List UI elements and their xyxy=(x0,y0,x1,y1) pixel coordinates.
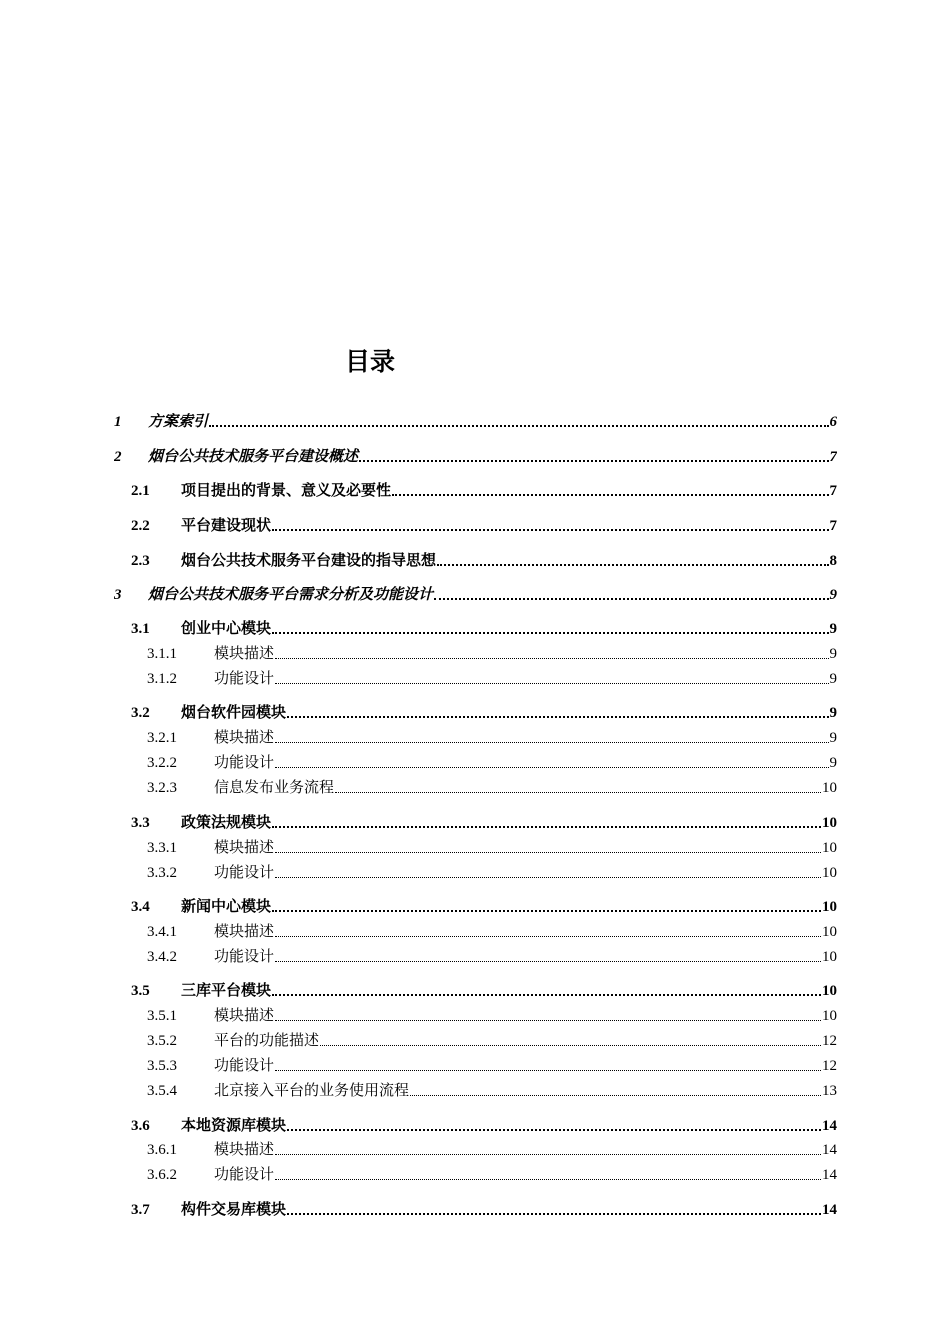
toc-entry-page-number: 10 xyxy=(822,840,837,856)
toc-dot-leader xyxy=(287,1129,821,1131)
toc-entry-title: 模块描述 xyxy=(214,730,275,746)
toc-dot-leader xyxy=(209,425,828,427)
toc-entry-page-number: 6 xyxy=(829,414,837,430)
toc-entry-title: 模块描述 xyxy=(214,924,275,940)
toc-entry-title: 方案索引 xyxy=(148,414,209,430)
toc-dot-leader xyxy=(437,564,828,566)
toc-entry[interactable] xyxy=(147,1004,837,1025)
toc-entry-number: 3.3.2 xyxy=(147,865,177,881)
toc-entry-number: 3.5.2 xyxy=(147,1033,177,1049)
toc-entry-title: 北京接入平台的业务使用流程 xyxy=(214,1083,410,1099)
toc-entry-number: 3.6.2 xyxy=(147,1167,177,1183)
toc-dot-leader xyxy=(275,852,821,853)
toc-entry-page-number: 10 xyxy=(822,983,837,999)
toc-entry-number: 3.2.1 xyxy=(147,730,177,746)
toc-entry-page-number: 7 xyxy=(829,518,837,534)
toc-entry-page-number: 12 xyxy=(822,1058,837,1074)
toc-entry[interactable] xyxy=(114,410,837,431)
toc-entry-number: 3.1.1 xyxy=(147,646,177,662)
toc-dot-leader xyxy=(275,658,828,659)
toc-entry-page-number: 12 xyxy=(822,1033,837,1049)
toc-entry[interactable] xyxy=(131,479,837,500)
toc-dot-leader xyxy=(275,1179,821,1180)
toc-entry-page-number: 14 xyxy=(822,1118,837,1134)
toc-entry-number: 3.4 xyxy=(131,899,150,915)
toc-entry-title: 平台的功能描述 xyxy=(214,1033,320,1049)
toc-entry[interactable] xyxy=(114,445,837,466)
toc-entry-number: 3.1 xyxy=(131,621,150,637)
toc-dot-leader xyxy=(410,1095,821,1096)
toc-entry-number: 3.1.2 xyxy=(147,671,177,687)
toc-dot-leader xyxy=(359,460,828,462)
toc-entry-number: 3 xyxy=(114,587,122,603)
toc-entry-number: 3.7 xyxy=(131,1202,150,1218)
toc-entry[interactable] xyxy=(147,1029,837,1050)
toc-entry[interactable] xyxy=(147,1079,837,1100)
toc-entry[interactable] xyxy=(131,549,837,570)
toc-entry-page-number: 7 xyxy=(829,483,837,499)
toc-entry[interactable] xyxy=(131,895,837,916)
toc-entry-title: 功能设计 xyxy=(214,671,275,687)
toc-entry-number: 3.2 xyxy=(131,705,150,721)
toc-dot-leader xyxy=(434,598,828,600)
toc-entry[interactable] xyxy=(147,726,837,747)
toc-entry[interactable] xyxy=(147,1054,837,1075)
toc-entry-title: 烟台公共技术服务平台需求分析及功能设计 xyxy=(148,587,434,603)
toc-entry[interactable] xyxy=(131,811,837,832)
toc-entry-number: 3.4.2 xyxy=(147,949,177,965)
toc-entry-number: 3.6.1 xyxy=(147,1142,177,1158)
toc-dot-leader xyxy=(275,1070,821,1071)
toc-entry-number: 2.3 xyxy=(131,553,150,569)
toc-entry-number: 3.2.3 xyxy=(147,780,177,796)
toc-entry-title: 功能设计 xyxy=(214,865,275,881)
toc-entry[interactable] xyxy=(131,514,837,535)
toc-entry-title: 烟台软件园模块 xyxy=(181,705,287,721)
toc-entry-page-number: 10 xyxy=(822,949,837,965)
toc-dot-leader xyxy=(335,792,821,793)
toc-entry-page-number: 9 xyxy=(829,705,837,721)
toc-dot-leader xyxy=(272,910,821,912)
toc-entry[interactable] xyxy=(131,1198,837,1219)
toc-entry-page-number: 9 xyxy=(829,646,837,662)
toc-dot-leader xyxy=(275,1020,821,1021)
toc-entry-page-number: 9 xyxy=(829,730,837,746)
toc-dot-leader xyxy=(275,936,821,937)
toc-dot-leader xyxy=(272,826,821,828)
toc-entry-page-number: 10 xyxy=(822,924,837,940)
toc-entry[interactable] xyxy=(147,776,837,797)
toc-dot-leader xyxy=(275,961,821,962)
toc-entry-page-number: 14 xyxy=(822,1167,837,1183)
toc-dot-leader xyxy=(275,683,828,684)
toc-entry-title: 功能设计 xyxy=(214,1167,275,1183)
toc-entry-number: 3.6 xyxy=(131,1118,150,1134)
toc-entry-title: 本地资源库模块 xyxy=(181,1118,287,1134)
toc-entry-title: 模块描述 xyxy=(214,840,275,856)
toc-entry-title: 模块描述 xyxy=(214,1008,275,1024)
toc-entry[interactable] xyxy=(147,836,837,857)
toc-dot-leader xyxy=(275,742,828,743)
toc-dot-leader xyxy=(287,1213,821,1215)
toc-dot-leader xyxy=(272,994,821,996)
toc-entry[interactable] xyxy=(147,751,837,772)
toc-entry-page-number: 10 xyxy=(822,1008,837,1024)
toc-entry-title: 模块描述 xyxy=(214,646,275,662)
toc-entry-title: 创业中心模块 xyxy=(181,621,272,637)
toc-entry-title: 三库平台模块 xyxy=(181,983,272,999)
toc-entry-title: 政策法规模块 xyxy=(181,815,272,831)
toc-entry-page-number: 14 xyxy=(822,1202,837,1218)
toc-dot-leader xyxy=(275,877,821,878)
toc-entry[interactable] xyxy=(131,979,837,1000)
toc-entry-page-number: 9 xyxy=(829,587,837,603)
toc-dot-leader xyxy=(320,1045,821,1046)
toc-entry-title: 功能设计 xyxy=(214,949,275,965)
toc-entry-title: 模块描述 xyxy=(214,1142,275,1158)
toc-entry-page-number: 8 xyxy=(829,553,837,569)
toc-entry-page-number: 7 xyxy=(829,449,837,465)
toc-entry-title: 构件交易库模块 xyxy=(181,1202,287,1218)
toc-entry-number: 3.3 xyxy=(131,815,150,831)
toc-entry-number: 3.2.2 xyxy=(147,755,177,771)
toc-entry-number: 3.5.4 xyxy=(147,1083,177,1099)
toc-entry-title: 烟台公共技术服务平台建设概述 xyxy=(148,449,359,465)
toc-entry-number: 3.5.3 xyxy=(147,1058,177,1074)
toc-entry[interactable] xyxy=(147,1163,837,1184)
toc-entry[interactable] xyxy=(131,617,837,638)
toc-dot-leader xyxy=(272,529,828,531)
toc-dot-leader xyxy=(272,632,828,634)
toc-entry-title: 功能设计 xyxy=(214,755,275,771)
toc-entry[interactable] xyxy=(147,920,837,941)
toc-entry-number: 1 xyxy=(114,414,122,430)
toc-entry-page-number: 14 xyxy=(822,1142,837,1158)
toc-entry-page-number: 10 xyxy=(822,899,837,915)
toc-entry[interactable] xyxy=(147,945,837,966)
toc-entry-page-number: 9 xyxy=(829,755,837,771)
toc-entry-number: 3.4.1 xyxy=(147,924,177,940)
toc-entry-page-number: 10 xyxy=(822,815,837,831)
toc-entry-page-number: 9 xyxy=(829,671,837,687)
toc-title: 目录 xyxy=(344,347,395,376)
toc-entry-title: 信息发布业务流程 xyxy=(214,780,335,796)
toc-entry-number: 2 xyxy=(114,449,122,465)
toc-entry-page-number: 13 xyxy=(822,1083,837,1099)
toc-dot-leader xyxy=(392,494,828,496)
toc-dot-leader xyxy=(275,767,828,768)
toc-entry-title: 新闻中心模块 xyxy=(181,899,272,915)
toc-entry-number: 2.1 xyxy=(131,483,150,499)
toc-entry-title: 平台建设现状 xyxy=(181,518,272,534)
toc-entry[interactable] xyxy=(147,667,837,688)
toc-entry[interactable] xyxy=(131,701,837,722)
toc-entry[interactable] xyxy=(131,1114,837,1135)
toc-entry-number: 3.5 xyxy=(131,983,150,999)
toc-entry-page-number: 10 xyxy=(822,865,837,881)
toc-entry[interactable] xyxy=(147,642,837,663)
toc-entry[interactable] xyxy=(147,1138,837,1159)
toc-entry-number: 2.2 xyxy=(131,518,150,534)
toc-dot-leader xyxy=(287,716,828,718)
toc-entry-title: 项目提出的背景、意义及必要性 xyxy=(181,483,392,499)
toc-entry-title: 功能设计 xyxy=(214,1058,275,1074)
toc-entry[interactable] xyxy=(147,861,837,882)
toc-entry[interactable] xyxy=(114,583,837,604)
toc-dot-leader xyxy=(275,1154,821,1155)
toc-entry-page-number: 10 xyxy=(822,780,837,796)
toc-entry-number: 3.3.1 xyxy=(147,840,177,856)
toc-entry-page-number: 9 xyxy=(829,621,837,637)
toc-entry-title: 烟台公共技术服务平台建设的指导思想 xyxy=(181,553,437,569)
toc-entry-number: 3.5.1 xyxy=(147,1008,177,1024)
